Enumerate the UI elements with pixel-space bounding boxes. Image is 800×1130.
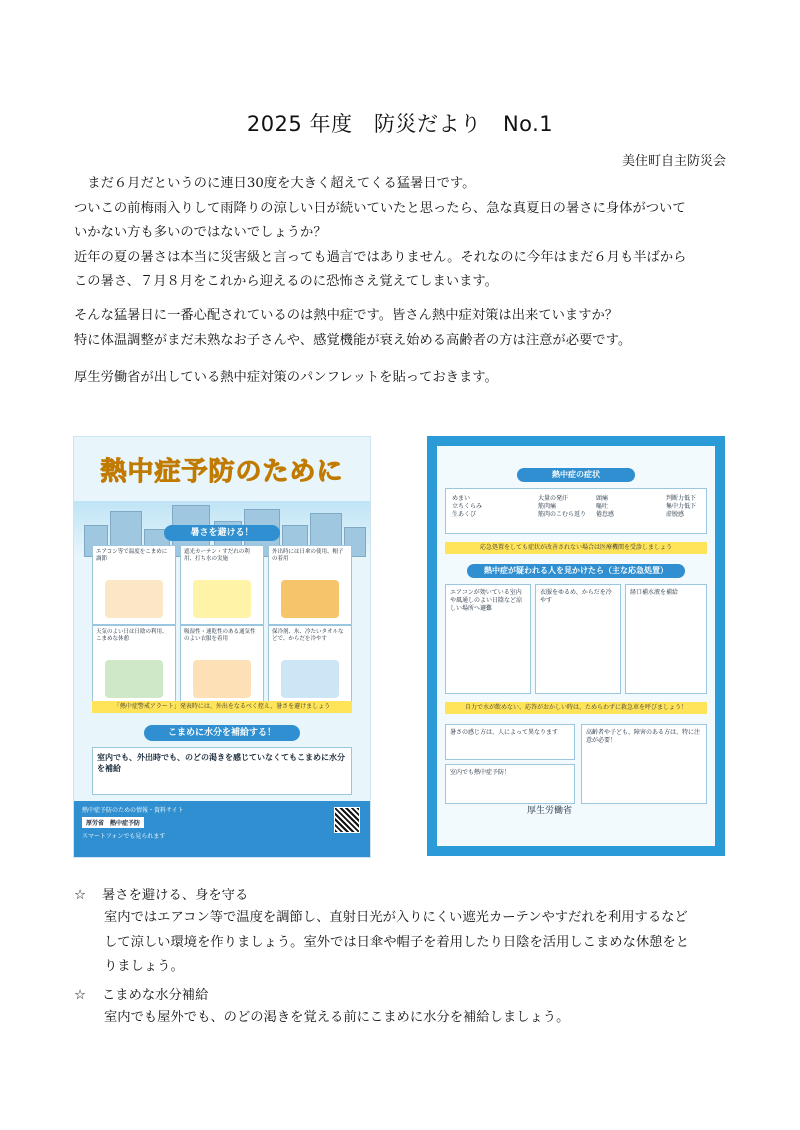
tip-text: 吸湿性・速乾性のある通気性のよい衣服を着用 [184,629,256,642]
symptom: 生あくび [452,511,477,518]
info-box [445,764,575,804]
first-aid-step [445,584,531,694]
paragraph-line: まだ６月だというのに連日30度を大きく超えてくる猛暑日です。 [74,176,476,191]
tip-card [92,545,176,625]
hydration-message: 室内でも、外出時でも、のどの渇きを感じていなくてもこまめに水分を補給 [97,753,345,773]
footer-site: 熱中症予防のための情報・資料サイト [82,807,184,814]
symptom: 集中力低下 [666,503,697,510]
tip-card [180,545,264,625]
bullet-body [104,1006,734,1031]
footer-phone: スマートフォンでも見られます [82,833,166,840]
footer-search-box: 厚労省 熱中症予防 [82,817,144,828]
tip-card [180,625,264,705]
info-text: 室内でも熱中症予防！ [450,769,511,776]
symptoms-band: 熱中症の症状 [517,468,635,482]
ministry-logo: 厚生労働省 [527,806,573,816]
heatstroke-paragraph [74,304,734,353]
step-text: 経口補水液を補給 [630,589,679,596]
pamphlet-prevention [73,436,371,858]
pamphlet-footer [74,801,370,857]
symptom: 筋肉のこむら返り [538,511,587,518]
intro-paragraph [74,172,734,295]
tip-text: 遮光カーテン・すだれの利用、打ち水の実施 [184,549,250,562]
bullet-line: りましょう。 [104,959,184,974]
info-box [581,724,707,804]
tip-card [268,545,352,625]
bullet-line: 室内でも屋外でも、のどの渇きを覚える前にこまめに水分を補給しましょう。 [104,1010,570,1025]
symptom-col [452,495,482,519]
tip-text: 外出時には日傘の使用、帽子の着用 [272,549,344,562]
symptom: めまい [452,495,471,502]
symptom: 判断力低下 [666,495,697,502]
bullet-body [104,906,734,980]
tip-text: 天気のよい日は日陰の利用、こまめな休憩 [96,629,168,642]
first-aid-band: 熱中症が疑われる人を見かけたら（主な応急処置） [467,564,685,578]
symptom: 倦怠感 [596,511,615,518]
symptom: 筋肉痛 [538,503,557,510]
symptom: 虚脱感 [666,511,685,518]
info-text: 暑さの感じ方は、人によって異なります [450,729,559,736]
symptom-col [596,495,614,519]
ambulance-warning: 自力で水が飲めない、応答がおかしい時は、ためらわずに救急車を呼びましょう！ [445,702,707,714]
bullet-title: 暑さを避ける、身を守る [102,888,249,903]
paragraph-line: 特に体温調整がまだ未熟なお子さんや、感覚機能が衰え始める高齢者の方は注意が必要です。 [74,332,632,348]
avoid-heat-band: 暑さを避ける！ [164,525,280,541]
tip-card [92,625,176,705]
heat-alert-banner: 「熱中症警戒アラート」発表時には、外出をなるべく控え、暑さを避けましょう [92,701,352,713]
qr-code-icon [334,807,360,833]
medical-warning: 応急処置をしても症状が改善されない場合は医療機関を受診しましょう [445,542,707,554]
paragraph-line: この暑さ、７月８月をこれから迎えるのに恐怖さえ覚えてしまいます。 [74,274,498,289]
tip-text: エアコン等で温度をこまめに調節 [96,549,168,562]
bullet-line: して涼しい環境を作りましょう。室外では日傘や帽子を着用したり日陰を活用しこまめな休憩をと [104,934,690,950]
paragraph-line: 厚生労働省が出している熱中症対策のパンフレットを貼っておきます。 [74,370,498,385]
page-title: 2025 年度 防災だより No.1 [246,112,554,136]
tip-card [268,625,352,705]
symptom: 嘔吐 [596,503,609,510]
symptom: 頭痛 [596,495,609,502]
step-text: 衣服をゆるめ、からだを冷やす [540,589,612,604]
avoid-heat-grid-2 [92,625,352,705]
symptom: 立ちくらみ [452,503,483,510]
symptom-col [666,495,696,519]
first-aid-step [625,584,707,694]
organization-name: 美住町自主防災会 [621,154,726,169]
bullet-heading [74,884,248,903]
info-box [445,724,575,760]
star-icon: ☆ [74,988,86,1003]
symptoms-box [445,488,707,534]
pamphlet-title: 熱中症予防のために [100,457,344,487]
avoid-heat-grid [92,545,352,625]
star-icon: ☆ [74,888,86,903]
step-text: エアコンが効いている室内や風通しのよい日陰など涼しい場所へ避難 [450,589,523,612]
bullet-heading [74,984,208,1003]
first-aid-step [535,584,621,694]
hydration-band: こまめに水分を補給する！ [144,725,300,741]
bullet-title: こまめな水分補給 [102,988,209,1003]
tip-text: 保冷剤、氷、冷たいタオルなどで、からだを冷やす [272,629,344,642]
pamphlet-inner [437,446,715,846]
paragraph-line: ついこの前梅雨入りして雨降りの涼しい日が続いていたと思ったら、急な真夏日の暑さに身体がついて [74,200,686,216]
pamphlet-intro [74,366,734,391]
paragraph-line: そんな猛暑日に一番心配されているのは熱中症です。皆さん熱中症対策は出来ていますか？ [74,308,619,323]
hydration-text [92,747,352,795]
bullet-line: 室内ではエアコン等で温度を調節し、直射日光が入りにくい遮光カーテンやすだれを利用するなど [104,910,688,925]
paragraph-line: 近年の夏の暑さは本当に災害級と言っても過言ではありません。それなのに今年はまだ６月も半ばから [74,249,687,265]
symptom-col [538,495,586,519]
pamphlet-symptoms [427,436,725,856]
paragraph-line: いかない方も多いのではないでしょうか？ [74,225,327,240]
symptom: 大量の発汗 [538,495,569,502]
info-text: 高齢者や子ども、障害のある方は、特に注意が必要！ [586,729,701,744]
